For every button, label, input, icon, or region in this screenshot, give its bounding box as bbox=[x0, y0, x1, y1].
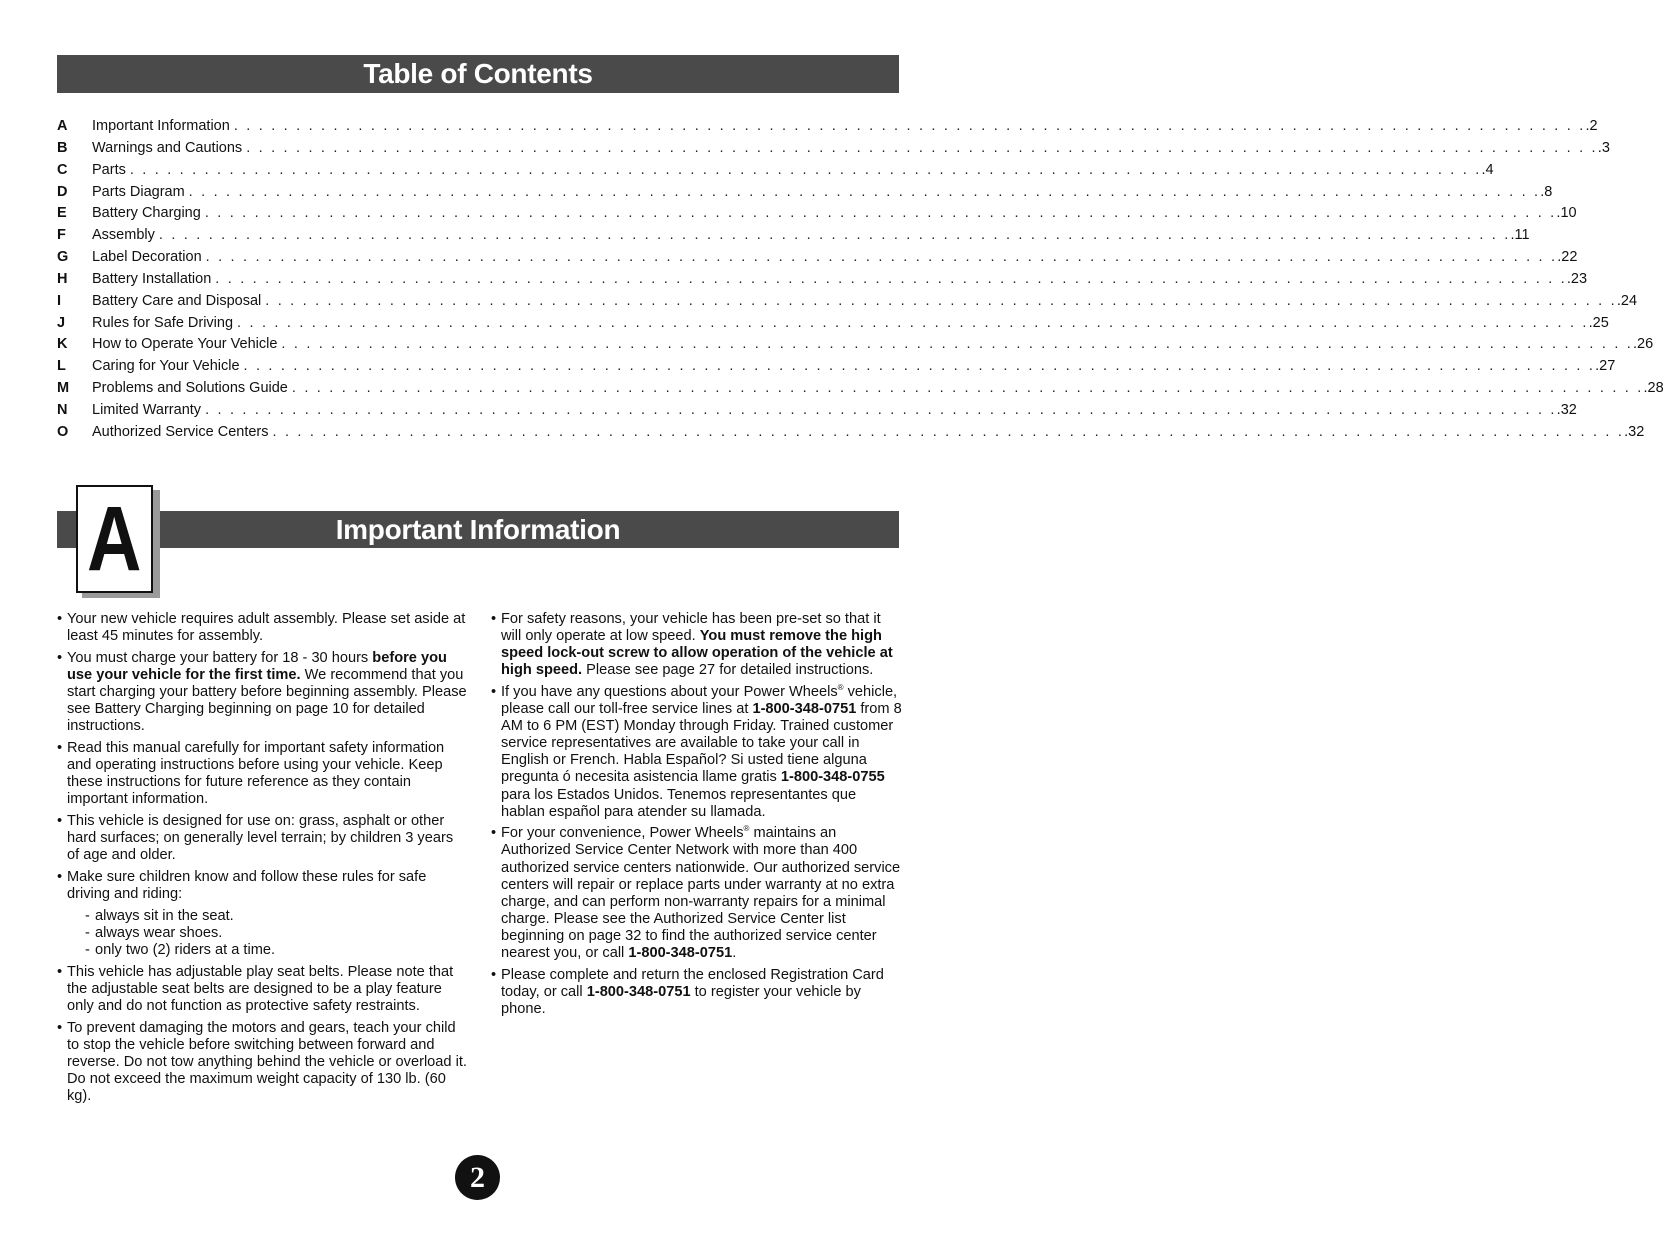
toc-entry bbox=[57, 334, 1654, 356]
toc-leader-dots: . . . . . . . . . . . . . . . . . . . . . . . . . . . . . . . . . . . . . . . . . . . . . . . . . . . . . . . . . . . . . . . . . . . . . . . . . . . . . . . . . . . . . . . . . . . . . . . . . . . . . . . . . . . . . bbox=[246, 139, 1598, 156]
bullet-motors-gears: • To prevent damaging the motors and gears, teach your child to stop the vehicle before switching between forward and reverse. Do not tow anything behind the vehicle or overload it. Do not exceed the maximum weight capacity of 130 lb. (60 kg). bbox=[57, 1020, 469, 1105]
toc-entry-letter: I bbox=[57, 292, 62, 309]
bullet-read-manual: • Read this manual carefully for important safety information and operating instructions before using your vehicle. Keep these instructions for future reference as they contain important information. bbox=[57, 740, 469, 808]
bullet-high-speed: • For safety reasons, your vehicle has been pre-set so that it will only operate at low speed. You must remove the high speed lock-out screw to allow operation of the vehicle at high speed. Please see page 27 for detailed instructions. bbox=[491, 611, 903, 679]
toc-entry-letter: C bbox=[57, 161, 68, 178]
toc-leader-dots: . . . . . . . . . . . . . . . . . . . . . . . . . . . . . . . . . . . . . . . . . . . . . . . . . . . . . . . . . . . . . . . . . . . . . . . . . . . . . . . . . . . . . . . . . . . . . . . . . . . . . . . . . . . . . bbox=[291, 380, 1644, 397]
section-heading: Important Information bbox=[57, 511, 899, 548]
toc-entry-title: Label Decoration bbox=[92, 249, 202, 266]
toc-entry-page: .28 bbox=[1643, 380, 1664, 397]
bullet-questions: • If you have any questions about your Power Wheels® vehicle, please call our toll-free service lines at 1-800-348-0751 from 8 AM to 6 PM (EST) Monday through Friday. Trained customer service representatives are available to take your call in English or French. Habla Español? Si usted tiene alguna pregunta ó necesita asistencia llame gratis 1-800-348-0755 para los Estados Unidos. Tenemos representantes que hablan español para atender su llamada. bbox=[491, 684, 903, 821]
toc-entry-page: .27 bbox=[1595, 358, 1616, 375]
section-letter: A bbox=[87, 488, 142, 590]
toc-entry-page: .3 bbox=[1597, 139, 1610, 156]
toc-leader-dots: . . . . . . . . . . . . . . . . . . . . . . . . . . . . . . . . . . . . . . . . . . . . . . . . . . . . . . . . . . . . . . . . . . . . . . . . . . . . . . . . . . . . . . . . . . . . . . . . . . . . . . . . . . . . . bbox=[205, 249, 1558, 266]
toc-entry-letter: J bbox=[57, 314, 66, 331]
toc-entry-title: Battery Care and Disposal bbox=[92, 292, 262, 309]
toc-entry bbox=[57, 313, 1609, 335]
bullet-charge-battery: • You must charge your battery for 18 - 30 hours before you use your vehicle for the first time. We recommend that you start charging your battery before beginning assembly. Please see Battery Charging beginning on page 10 for detailed instructions. bbox=[57, 650, 469, 735]
toc-entry-letter: N bbox=[57, 401, 68, 418]
toc-leader-dots: . . . . . . . . . . . . . . . . . . . . . . . . . . . . . . . . . . . . . . . . . . . . . . . . . . . . . . . . . . . . . . . . . . . . . . . . . . . . . . . . . . . . . . . . . . . . . . . . . . . . . . . . . . . . . bbox=[188, 183, 1541, 200]
bullet-seat-belts: • This vehicle has adjustable play seat belts. Please note that the adjustable seat belts are designed to be a play feature only and do not function as protective safety restraints. bbox=[57, 964, 469, 1015]
toc-entry bbox=[57, 400, 1577, 422]
toc-entry-letter: A bbox=[57, 118, 68, 134]
toc-entry-page: .10 bbox=[1556, 205, 1577, 222]
toc-leader-dots: . . . . . . . . . . . . . . . . . . . . . . . . . . . . . . . . . . . . . . . . . . . . . . . . . . . . . . . . . . . . . . . . . . . . . . . . . . . . . . . . . . . . . . . . . . . . . . . . . . . . . . . . . . . . . bbox=[281, 336, 1634, 353]
toc-entry-letter: K bbox=[57, 336, 68, 353]
toc-entry-page: .25 bbox=[1588, 314, 1609, 331]
toc-entry-letter: H bbox=[57, 270, 68, 287]
toc-entry bbox=[57, 182, 1553, 204]
toc-entry-letter: M bbox=[57, 380, 70, 397]
toc-entry bbox=[57, 116, 1598, 138]
toc-entry-page: .8 bbox=[1540, 183, 1553, 200]
toc-entry bbox=[57, 138, 1610, 160]
toc-entry-title: Battery Installation bbox=[92, 270, 212, 287]
toc-entry-title: Assembly bbox=[92, 227, 155, 244]
toc-leader-dots: . . . . . . . . . . . . . . . . . . . . . . . . . . . . . . . . . . . . . . . . . . . . . . . . . . . . . . . . . . . . . . . . . . . . . . . . . . . . . . . . . . . . . . . . . . . . . . . . . . . . . . . . . . . . . bbox=[243, 358, 1596, 375]
toc-leader-dots: . . . . . . . . . . . . . . . . . . . . . . . . . . . . . . . . . . . . . . . . . . . . . . . . . . . . . . . . . . . . . . . . . . . . . . . . . . . . . . . . . . . . . . . . . . . . . . . . . . . . . . . . . . . . . bbox=[237, 314, 1589, 331]
toc-entry-page: .26 bbox=[1633, 336, 1654, 353]
toc-entry-title: Authorized Service Centers bbox=[92, 423, 269, 440]
toc-entry-title: Rules for Safe Driving bbox=[92, 314, 234, 331]
toc-entry-letter: D bbox=[57, 183, 68, 200]
toc-entry-page: .2 bbox=[1585, 118, 1598, 134]
toc-leader-dots: . . . . . . . . . . . . . . . . . . . . . . . . . . . . . . . . . . . . . . . . . . . . . . . . . . . . . . . . . . . . . . . . . . . . . . . . . . . . . . . . . . . . . . . . . . . . . . . . . . . . . . . . . . . . . bbox=[272, 423, 1625, 440]
toc-entry-letter: E bbox=[57, 205, 67, 222]
toc-entry-page: .24 bbox=[1616, 292, 1638, 309]
toc-heading: Table of Contents bbox=[57, 55, 899, 93]
toc-entry-title: Battery Charging bbox=[92, 205, 201, 222]
rule-item: - always wear shoes. bbox=[85, 924, 223, 941]
toc-entry bbox=[57, 291, 1638, 313]
section-letter-box bbox=[76, 485, 153, 593]
toc-entry-title: Limited Warranty bbox=[92, 401, 202, 418]
toc-entry-title: Problems and Solutions Guide bbox=[92, 380, 288, 397]
toc-entry-title: How to Operate Your Vehicle bbox=[92, 336, 278, 353]
toc-entry bbox=[57, 203, 1577, 225]
toc-entry bbox=[57, 160, 1494, 182]
toc-entry bbox=[57, 422, 1645, 444]
toc-leader-dots: . . . . . . . . . . . . . . . . . . . . . . . . . . . . . . . . . . . . . . . . . . . . . . . . . . . . . . . . . . . . . . . . . . . . . . . . . . . . . . . . . . . . . . . . . . . . . . . . . . . . . . . . . . . . . bbox=[204, 205, 1557, 222]
toc-entry-letter: O bbox=[57, 423, 69, 440]
toc-entry-letter: B bbox=[57, 139, 68, 156]
toc-entry bbox=[57, 356, 1616, 378]
toc-leader-dots: . . . . . . . . . . . . . . . . . . . . . . . . . . . . . . . . . . . . . . . . . . . . . . . . . . . . . . . . . . . . . . . . . . . . . . . . . . . . . . . . . . . . . . . . . . . . . . . . . . . . . . . . . . . . . bbox=[129, 161, 1482, 178]
toc-entry bbox=[57, 378, 1664, 400]
toc-entry-page: .32 bbox=[1624, 423, 1645, 440]
toc-leader-dots: . . . . . . . . . . . . . . . . . . . . . . . . . . . . . . . . . . . . . . . . . . . . . . . . . . . . . . . . . . . . . . . . . . . . . . . . . . . . . . . . . . . . . . . . . . . . . . . . . . . . . . . . . . . . . bbox=[215, 270, 1567, 287]
toc-entry-title: Parts bbox=[92, 161, 126, 178]
toc-entry-page: .4 bbox=[1481, 161, 1494, 178]
toc-entry-title: Warnings and Cautions bbox=[92, 139, 243, 156]
toc-entry-letter: F bbox=[57, 227, 66, 244]
rule-item: - always sit in the seat. bbox=[85, 907, 234, 924]
toc-entry bbox=[57, 269, 1588, 291]
page-number: 2 bbox=[455, 1155, 500, 1200]
left-column bbox=[57, 611, 469, 1110]
toc-entry-letter: L bbox=[57, 358, 66, 375]
rule-item: - only two (2) riders at a time. bbox=[85, 942, 276, 959]
toc-leader-dots: . . . . . . . . . . . . . . . . . . . . . . . . . . . . . . . . . . . . . . . . . . . . . . . . . . . . . . . . . . . . . . . . . . . . . . . . . . . . . . . . . . . . . . . . . . . . . . . . . . . . . . . . . . . . . bbox=[233, 118, 1586, 134]
bullet-assembly: • Your new vehicle requires adult assembly. Please set aside at least 45 minutes for assembly. bbox=[57, 611, 469, 645]
toc-entry bbox=[57, 247, 1578, 269]
toc-entry-page: .22 bbox=[1557, 249, 1578, 266]
right-column bbox=[491, 611, 903, 1023]
bullet-surfaces: • This vehicle is designed for use on: grass, asphalt or other hard surfaces; on generally level terrain; by children 3 years of age and older. bbox=[57, 813, 469, 864]
toc-leader-dots: . . . . . . . . . . . . . . . . . . . . . . . . . . . . . . . . . . . . . . . . . . . . . . . . . . . . . . . . . . . . . . . . . . . . . . . . . . . . . . . . . . . . . . . . . . . . . . . . . . . . . . . . . . . . . bbox=[265, 292, 1617, 309]
bullet-safe-driving-rules: • Make sure children know and follow these rules for safe driving and riding: - always sit in the seat. - always wear shoes. - only two (2) riders at a time. bbox=[57, 869, 469, 959]
toc-entry-letter: G bbox=[57, 249, 69, 266]
toc-entry-page: .32 bbox=[1556, 401, 1577, 418]
table-of-contents bbox=[57, 116, 1664, 444]
toc-entry-title: Caring for Your Vehicle bbox=[92, 358, 240, 375]
toc-entry bbox=[57, 225, 1530, 247]
toc-entry-title: Important Information bbox=[92, 118, 230, 134]
toc-entry-page: .11 bbox=[1510, 227, 1530, 244]
toc-leader-dots: . . . . . . . . . . . . . . . . . . . . . . . . . . . . . . . . . . . . . . . . . . . . . . . . . . . . . . . . . . . . . . . . . . . . . . . . . . . . . . . . . . . . . . . . . . . . . . . . . . . . . . . . . . . . . bbox=[158, 227, 1511, 244]
toc-entry-page: .23 bbox=[1566, 270, 1588, 287]
bullet-registration: • Please complete and return the enclosed Registration Card today, or call 1-800-348-0751 to register your vehicle by phone. bbox=[491, 967, 903, 1018]
toc-entry-title: Parts Diagram bbox=[92, 183, 185, 200]
toc-leader-dots: . . . . . . . . . . . . . . . . . . . . . . . . . . . . . . . . . . . . . . . . . . . . . . . . . . . . . . . . . . . . . . . . . . . . . . . . . . . . . . . . . . . . . . . . . . . . . . . . . . . . . . . . . . . . . bbox=[205, 401, 1557, 418]
bullet-service-centers: • For your convenience, Power Wheels® maintains an Authorized Service Center Network with more than 400 authorized service centers nationwide. Our authorized service centers will repair or replace parts under warranty at no extra charge, and can perform non-warranty repairs for a minimal charge. Please see the Authorized Service Center list beginning on page 32 to find the authorized service center nearest you, or call 1-800-348-0751. bbox=[491, 825, 903, 962]
